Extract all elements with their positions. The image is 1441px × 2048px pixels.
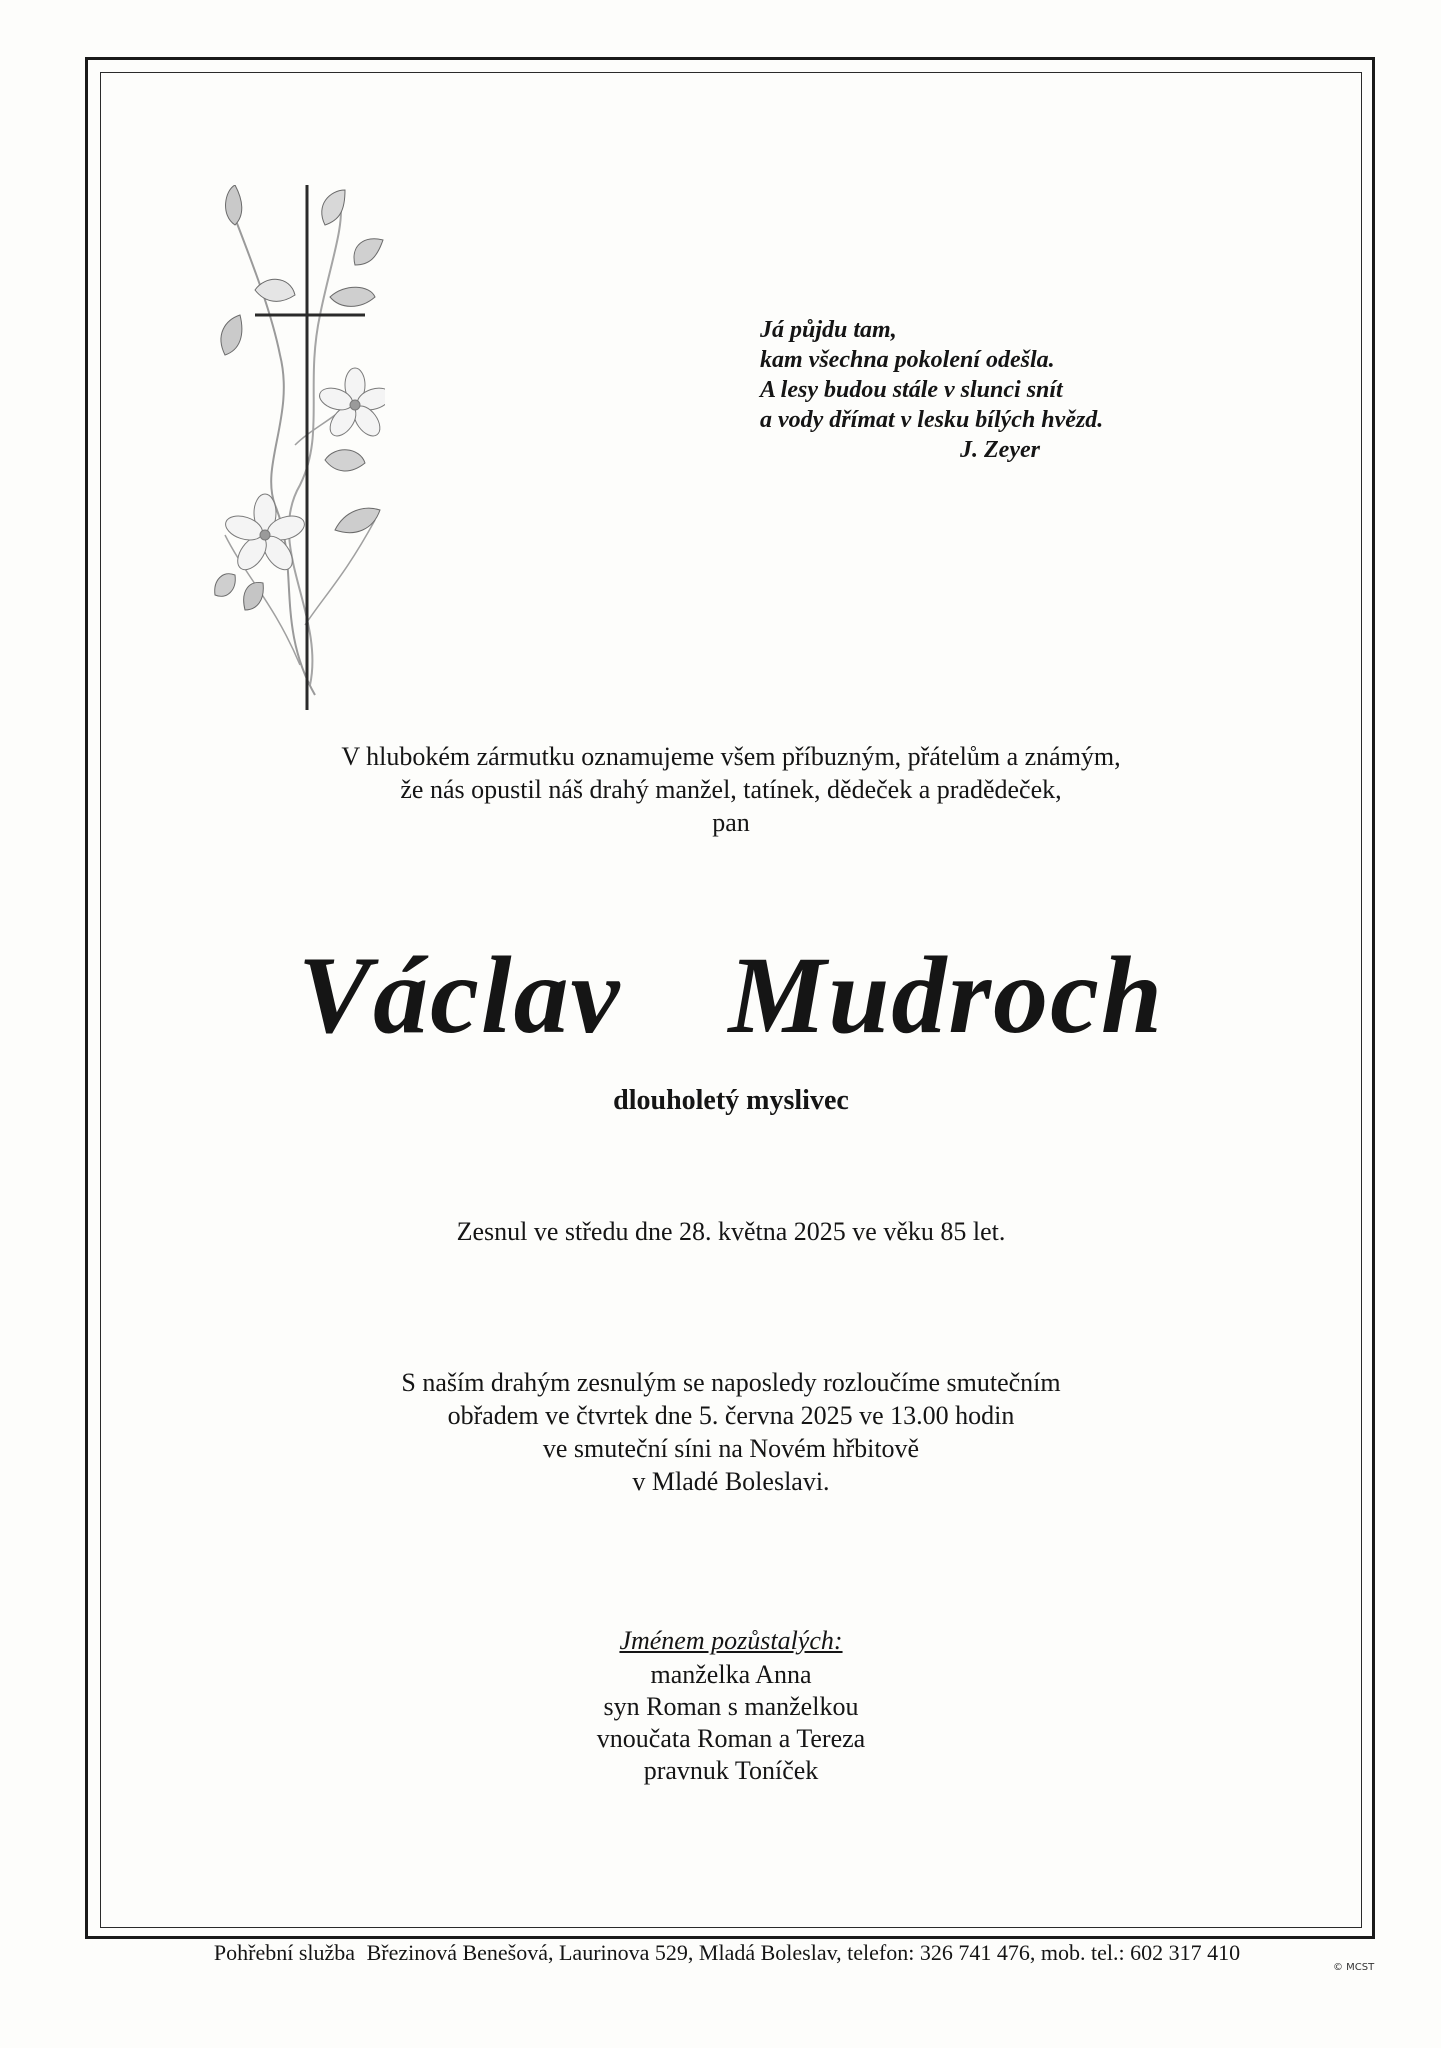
quote-line: A lesy budou stále v slunci snít — [760, 377, 1063, 403]
death-notice: Zesnul ve středu dne 28. května 2025 ve věku 85 let. — [456, 1217, 1006, 1246]
quote-line: Já půjdu tam, — [760, 317, 897, 343]
quote-author: J. Zeyer — [960, 437, 1040, 463]
family-signature — [100, 1625, 1362, 1787]
family-heading: Jménem pozůstalých: — [619, 1626, 843, 1655]
deceased-title: dlouholetý myslivec — [613, 1085, 849, 1116]
ceremony-line: ve smuteční síni na Novém hřbitově — [542, 1434, 920, 1463]
announcement-intro — [100, 740, 1362, 839]
copyright-mark: © MCST — [1333, 1962, 1375, 1973]
intro-line: V hlubokém zármutku oznamujeme všem příbuzným, přátelům a známým, — [341, 742, 1121, 771]
family-member: vnoučata Roman a Tereza — [596, 1724, 866, 1753]
family-member: manželka Anna — [650, 1660, 812, 1689]
ceremony-line: obřadem ve čtvrtek dne 5. června 2025 ve 13.00 hodin — [447, 1401, 1015, 1430]
family-member: pravnuk Toníček — [643, 1756, 819, 1785]
footer-details: Březinová Benešová, Laurinova 529, Mladá Boleslav, telefon: 326 741 476, mob. tel.: 602 317 410 — [366, 1940, 1241, 1965]
ceremony-details — [100, 1366, 1362, 1498]
footer-label: Pohřební služba — [213, 1940, 356, 1965]
family-member: syn Roman s manželkou — [603, 1692, 859, 1721]
ceremony-line: S naším drahým zesnulým se naposledy rozloučíme smutečním — [401, 1368, 1061, 1397]
intro-line: že nás opustil náš drahý manžel, tatínek, dědeček a pradědeček, — [400, 775, 1062, 804]
deceased-name: Václav Mudroch — [297, 934, 1165, 1056]
ceremony-line: v Mladé Boleslavi. — [632, 1467, 830, 1496]
intro-line: pan — [712, 808, 750, 837]
funeral-service-footer — [85, 1940, 1375, 1966]
quote-line: kam všechna pokolení odešla. — [760, 347, 1055, 373]
memorial-quote — [760, 315, 1180, 465]
cross-with-flowers-icon — [205, 185, 385, 710]
quote-line: a vody dřímat v lesku bílých hvězd. — [760, 407, 1104, 433]
